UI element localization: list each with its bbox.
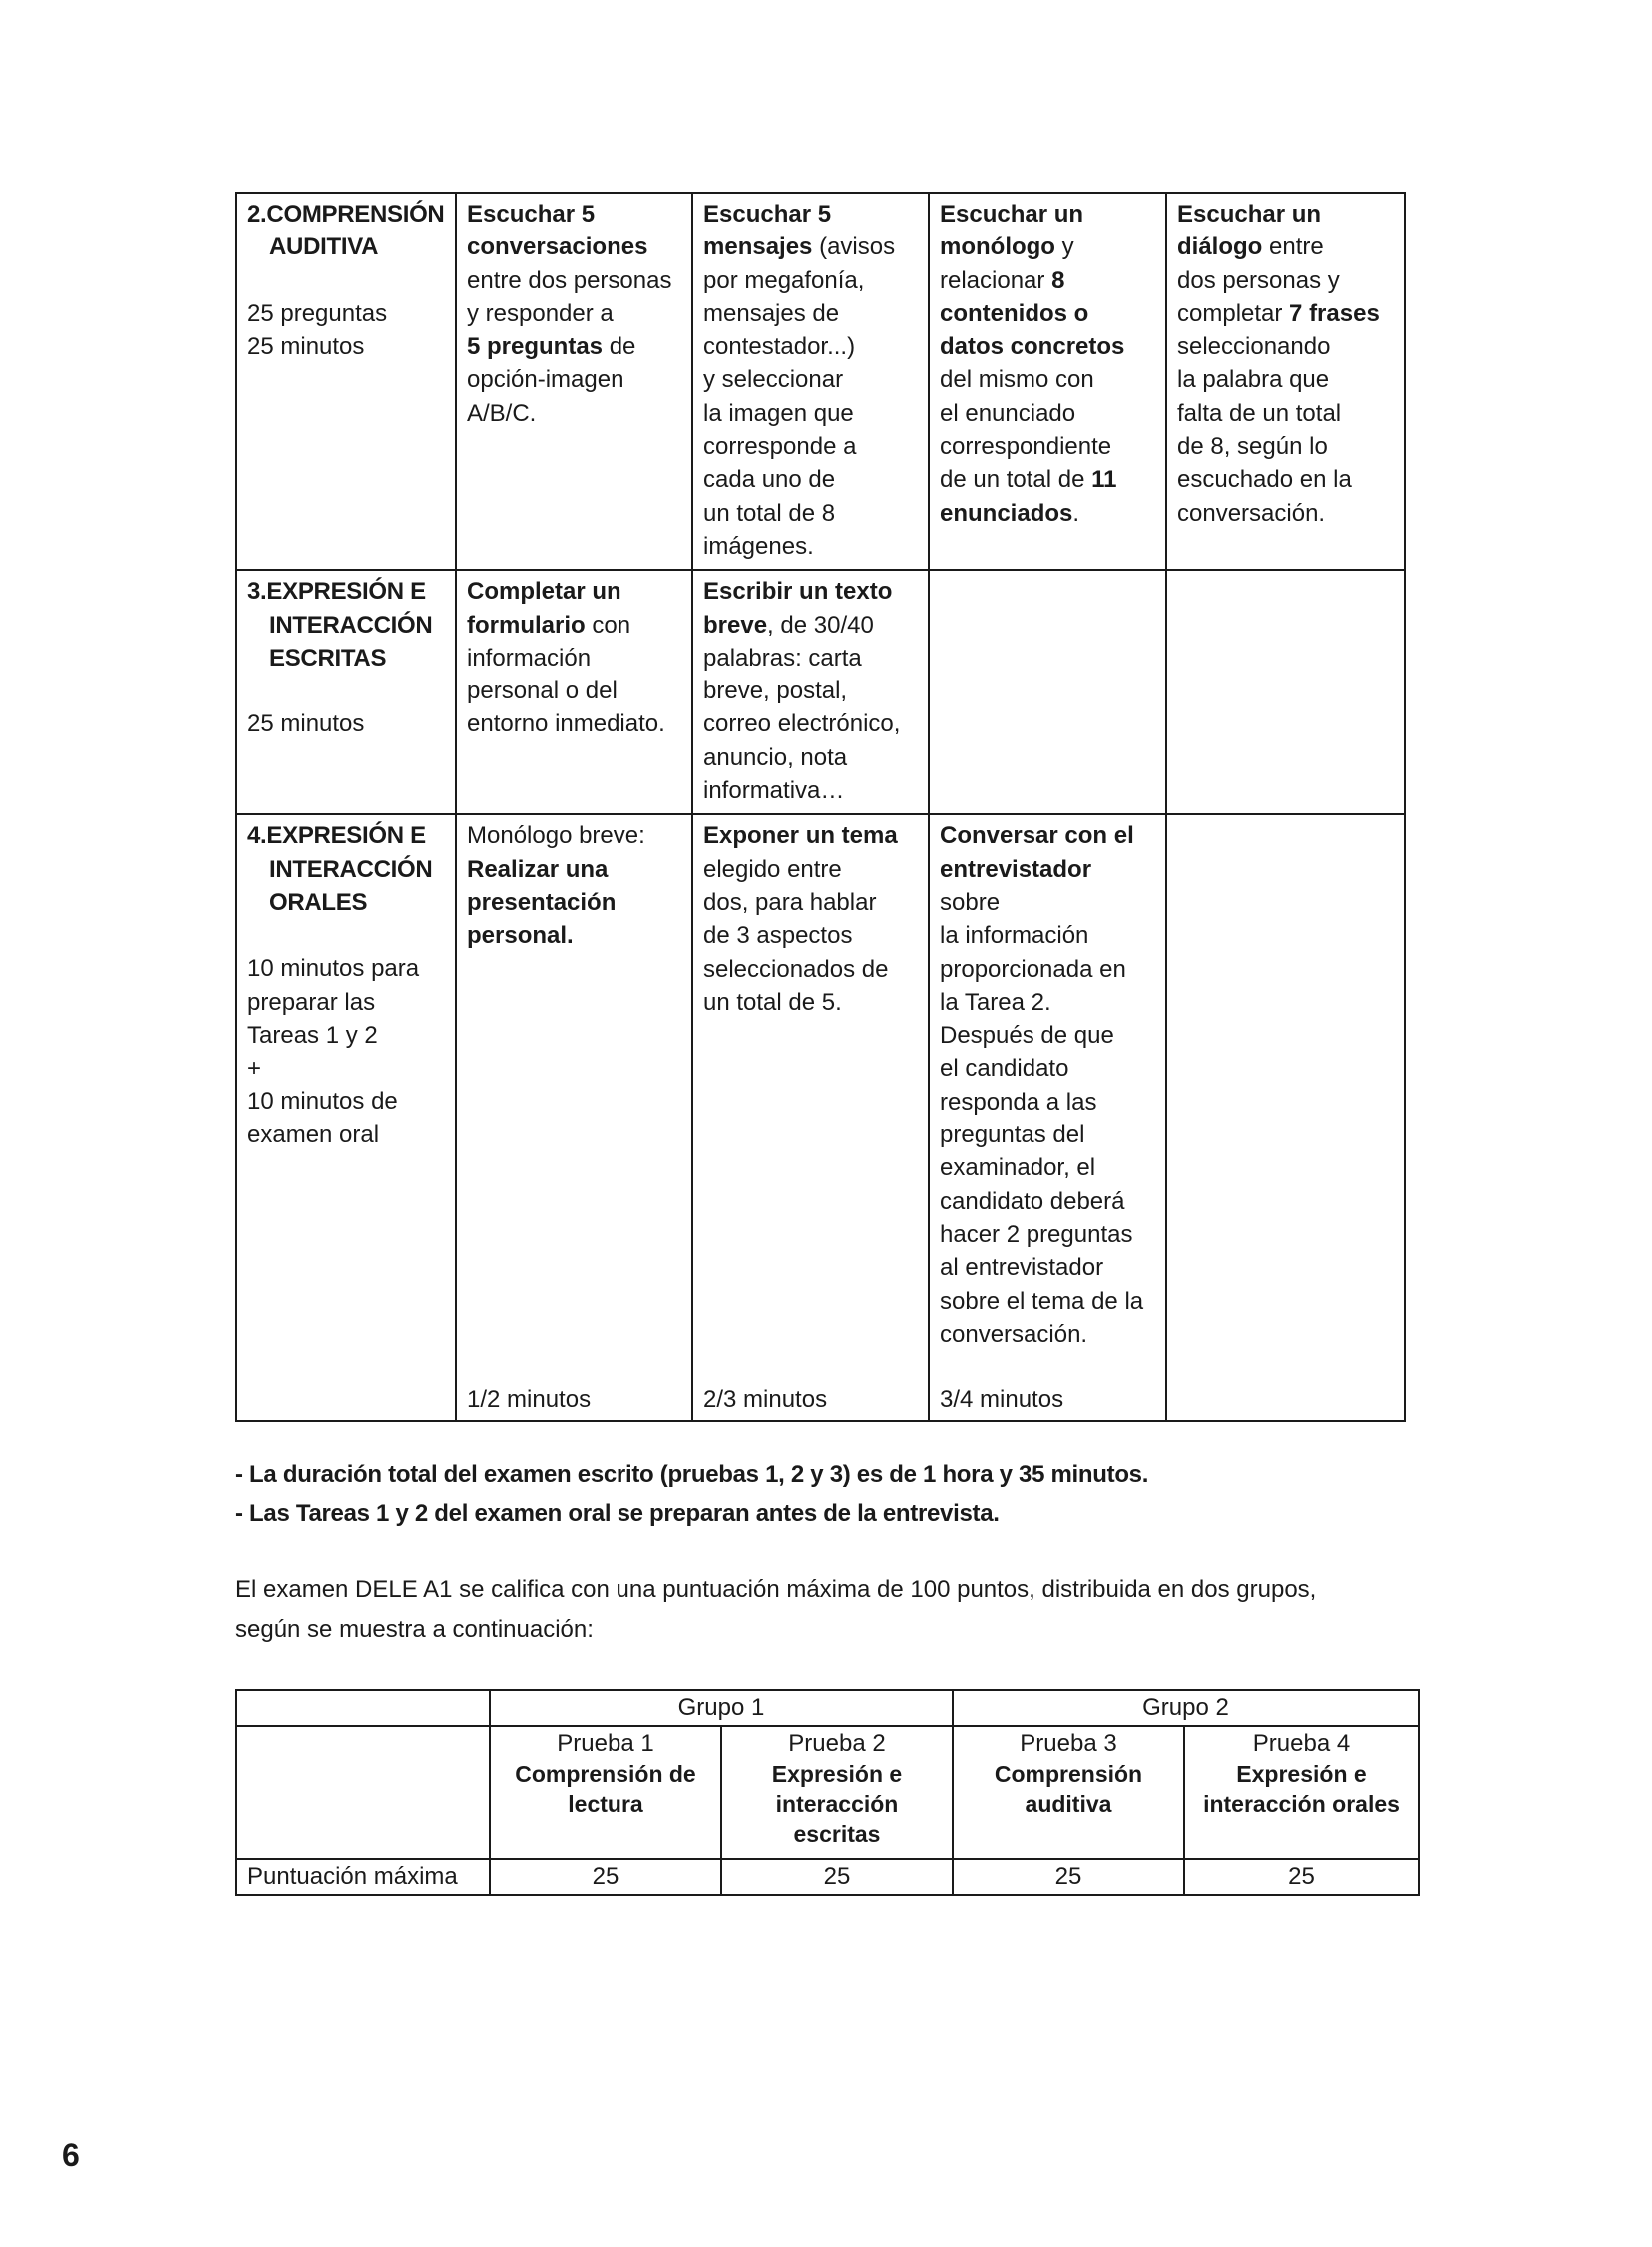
task-cell: Escuchar 5 conversaciones entre dos personas y responder a 5 preguntas de opción-imagen A/B/C. [456, 193, 692, 570]
intro-paragraph: El examen DELE A1 se califica con una puntuación máxima de 100 puntos, distribuida en dos grupos, según se muestra a continuación: [235, 1576, 1317, 1643]
prueba-header: Prueba 1 Comprensión de lectura [490, 1726, 721, 1859]
prueba-header-row [236, 1726, 1419, 1859]
score-value: 25 [490, 1859, 721, 1895]
task-cell: Escuchar un monólogo y relacionar 8 contenidos o datos concretos del mismo con el enunciado correspondiente de un total de 11 enunciados. [929, 193, 1166, 570]
section-title: 3.EXPRESIÓN E INTERACCIÓN ESCRITAS [247, 578, 433, 672]
section-info: 25 minutos [247, 710, 365, 738]
empty-cell [929, 570, 1166, 814]
score-value: 25 [721, 1859, 953, 1895]
row-label: Puntuación máxima [236, 1859, 490, 1895]
task-cell: Escuchar un diálogo entre dos personas y completar 7 frases seleccionando la palabra que falta de un total de 8, según lo escuchado en la conversación. [1166, 193, 1405, 570]
prueba-header: Prueba 3 Comprensión auditiva [953, 1726, 1184, 1859]
task-cell: Escribir un texto breve, de 30/40 palabras: carta breve, postal, correo electrónico, anuncio, nota informativa… [692, 570, 929, 814]
task-cell: Escuchar 5 mensajes (avisos por megafonía, mensajes de contestador...) y seleccionar la imagen que corresponde a cada uno de un total de 8 imágenes. [692, 193, 929, 570]
prueba-header: Prueba 4 Expresión e interacción orales [1184, 1726, 1419, 1859]
empty-cell [1166, 814, 1405, 1421]
score-table [235, 1689, 1420, 1896]
section-cell [236, 814, 456, 1421]
empty-cell [236, 1690, 490, 1726]
empty-cell [236, 1726, 490, 1859]
task-duration: 3/4 minutos [940, 1386, 1064, 1414]
table-row [236, 814, 1405, 1421]
task-cell: Exponer un tema elegido entre dos, para hablar de 3 aspectos seleccionados de un total de 5. 2/3 minutos [692, 814, 929, 1421]
empty-cell [1166, 570, 1405, 814]
page-number: 6 [62, 2137, 80, 2173]
task-cell: Conversar con el entrevistador sobre la información proporcionada en la Tarea 2. Después de que el candidato responda a las preguntas del examinador, el candidato deberá hacer 2 preguntas al entrevistador sobre el tema de la conversación. 3/4 minutos [929, 814, 1166, 1421]
task-duration: 2/3 minutos [703, 1386, 828, 1414]
note-line: - La duración total del examen escrito (pruebas 1, 2 y 3) es de 1 hora y 35 minutos. [235, 1461, 1149, 1488]
group-header-row [236, 1690, 1419, 1726]
score-value: 25 [953, 1859, 1184, 1895]
note-line: - Las Tareas 1 y 2 del examen oral se preparan antes de la entrevista. [235, 1500, 1000, 1527]
task-cell: Monólogo breve: Realizar una presentación personal. 1/2 minutos [456, 814, 692, 1421]
score-value: 25 [1184, 1859, 1419, 1895]
table-row [236, 193, 1405, 570]
group-header: Grupo 2 [953, 1690, 1419, 1726]
section-info: 25 preguntas 25 minutos [247, 299, 388, 360]
exam-structure-table [235, 192, 1406, 1422]
score-row [236, 1859, 1419, 1895]
prueba-header: Prueba 2 Expresión e interacción escritas [721, 1726, 953, 1859]
task-duration: 1/2 minutos [467, 1386, 592, 1414]
group-header: Grupo 1 [490, 1690, 953, 1726]
task-cell: Completar un formulario con información personal o del entorno inmediato. [456, 570, 692, 814]
section-title: 2.COMPRENSIÓN AUDITIVA [247, 201, 445, 261]
section-title: 4.EXPRESIÓN E INTERACCIÓN ORALES [247, 822, 433, 916]
section-cell [236, 193, 456, 570]
section-info: 10 minutos para preparar las Tareas 1 y 2 + 10 minutos de examen oral [247, 955, 420, 1148]
notes [235, 1455, 1148, 1533]
table-row [236, 570, 1405, 814]
section-cell [236, 570, 456, 814]
